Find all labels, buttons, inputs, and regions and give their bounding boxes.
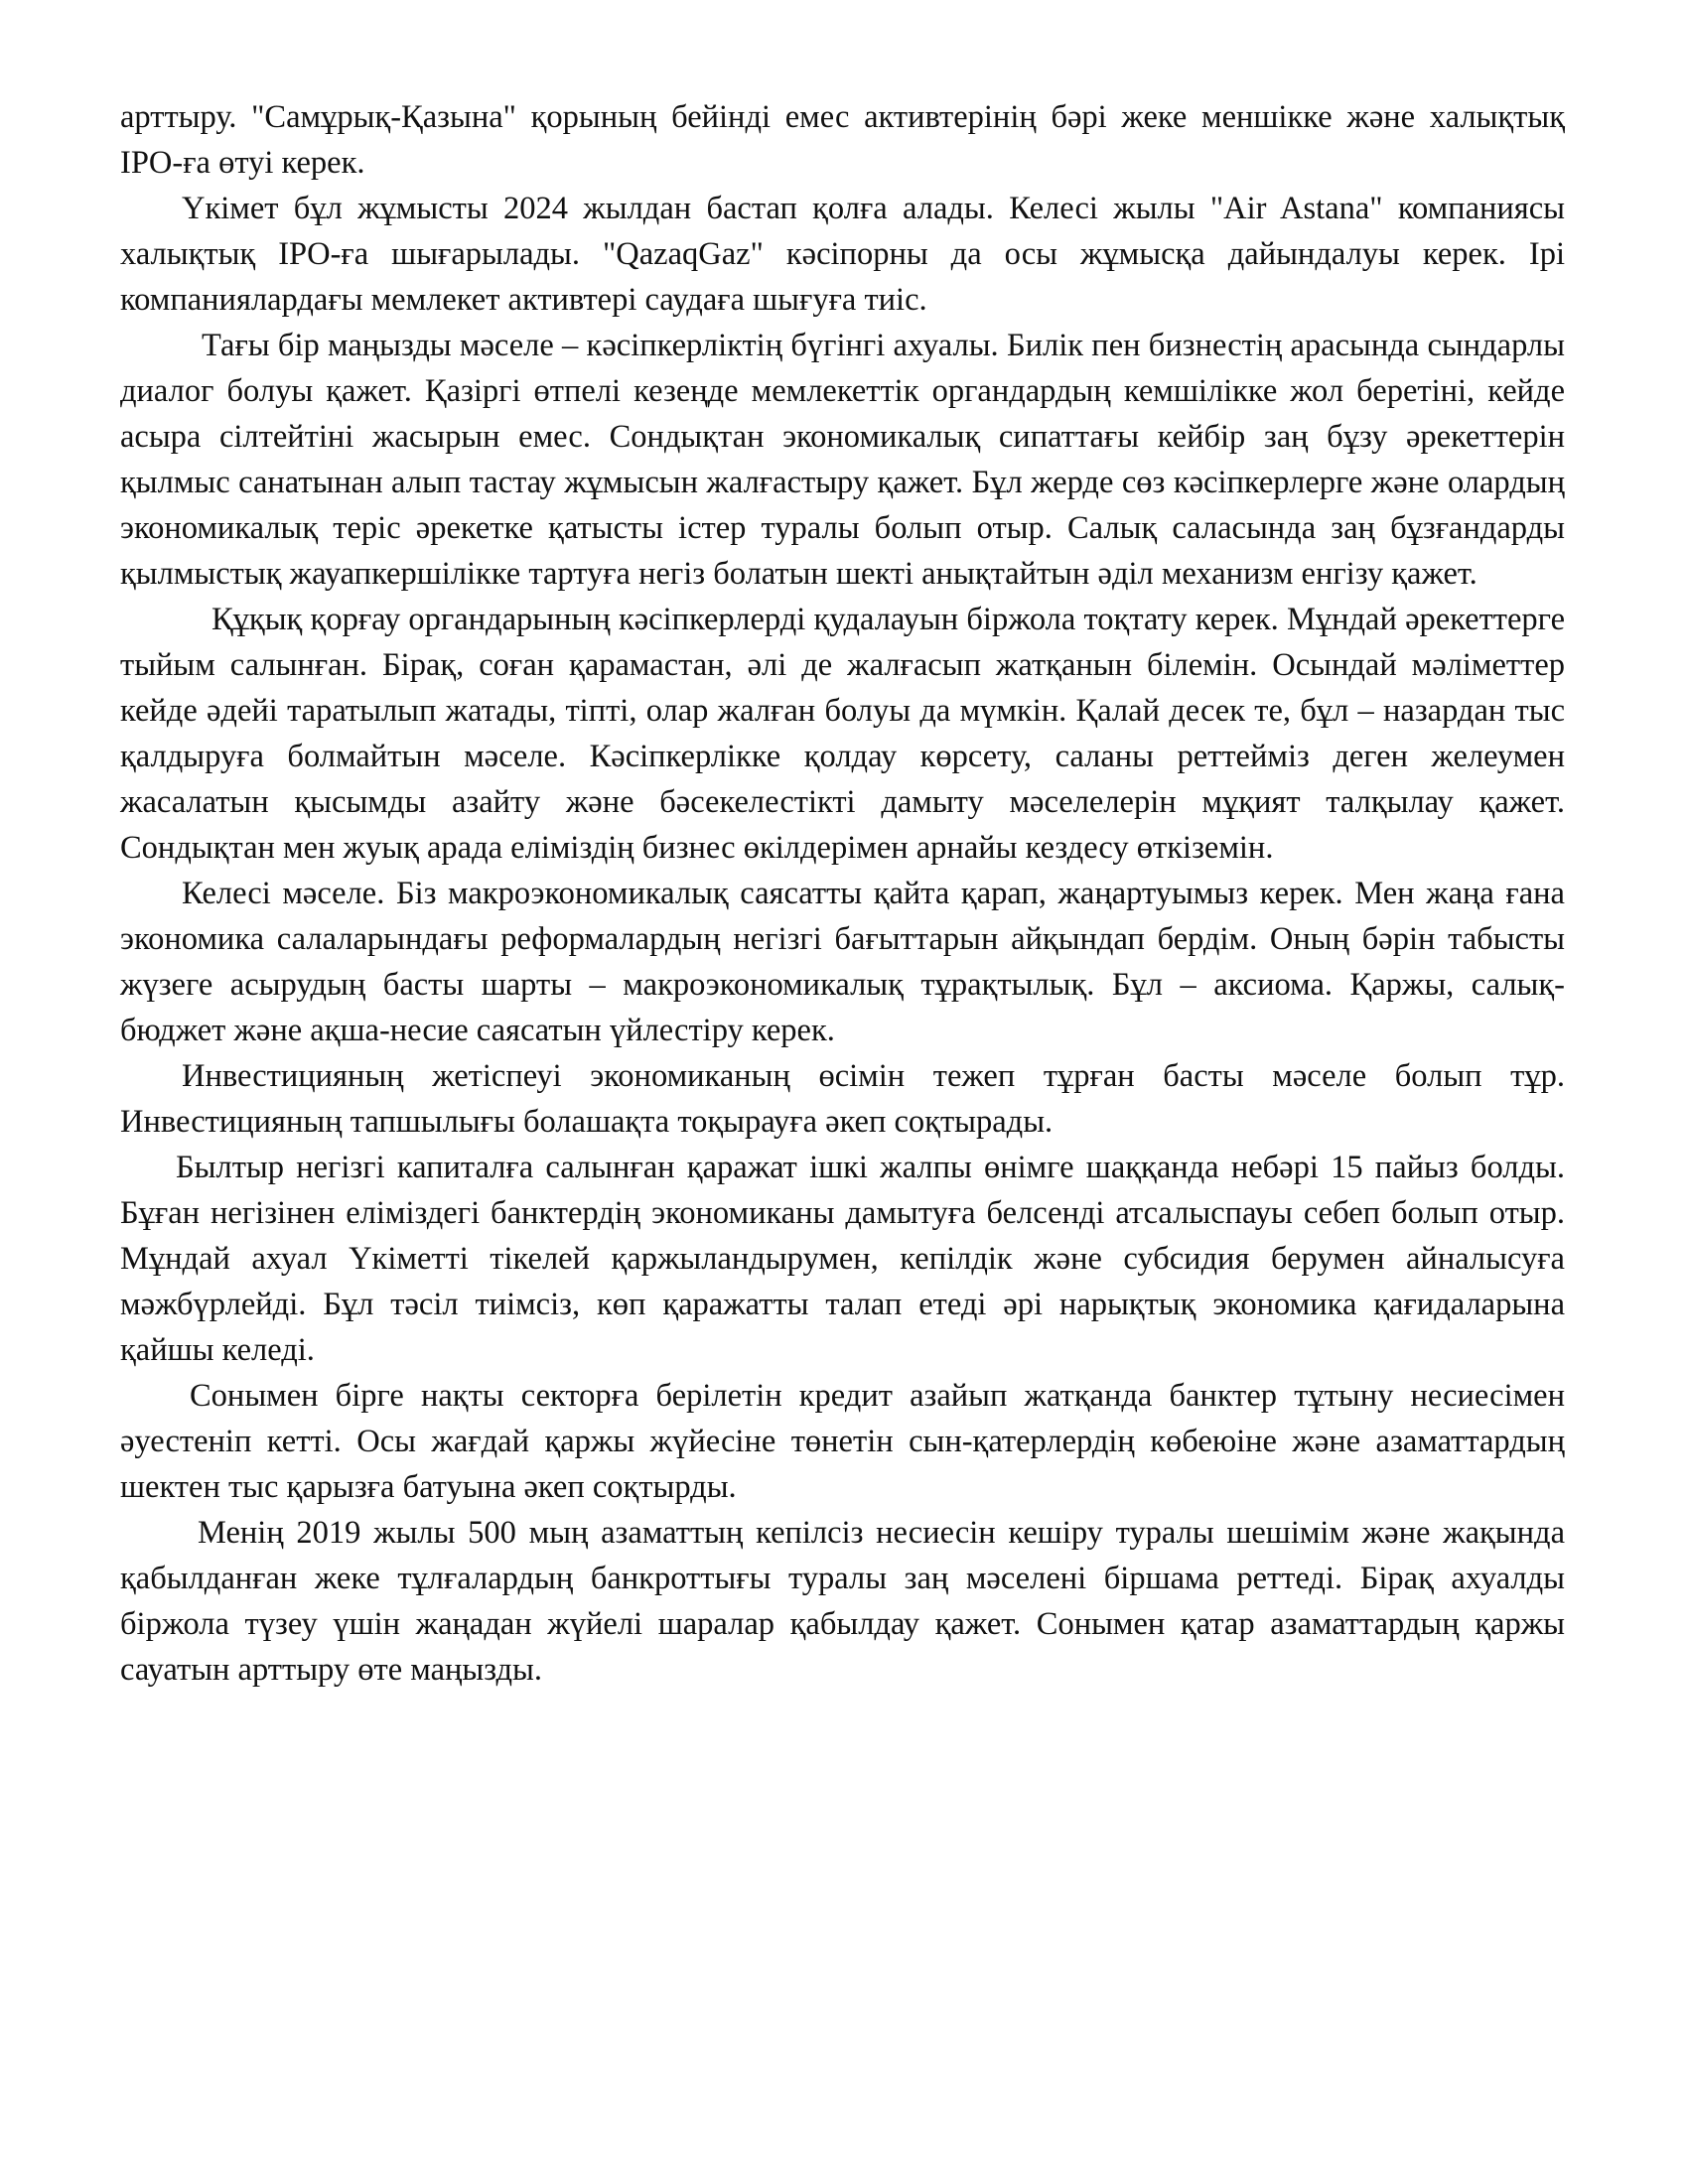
document-page <box>120 94 1565 1693</box>
paragraph-ipo-continuation: арттыру. "Самұрық-Қазына" қорының бейінді емес активтерінің бәрі жеке меншікке және халықтық IPO-ға өтуі керек. <box>120 99 1565 181</box>
paragraph-investment-shortage: Инвестицияның жетіспеуі экономиканың өсімін тежеп тұрған басты мәселе болып тұр. Инвестицияның тапшылығы болашақта тоқырауға әкеп соқтырады. <box>120 1058 1565 1140</box>
paragraph-entrepreneurship: Тағы бір маңызды мәселе – кәсіпкерліктің бүгінгі ахуалы. Билік пен бизнестің арасында сындарлы диалог болуы қажет. Қазіргі өтпелі кезеңде мемлекеттік органдардың кемшілікке жол беретіні, кейде асыра сілтейтіні жасырын емес. Сондықтан экономикалық сипаттағы кейбір заң бұзу әрекеттерін қылмыс санатынан алып тастау жұмысын жалғастыру қажет. Бұл жерде сөз кәсіпкерлерге және олардың экономикалық теріс әрекетке қатысты істер туралы болып отыр. Салық саласында заң бұзғандарды қылмыстық жауапкершілікке тартуға негіз болатын шекті анықтайтын әділ механизм енгізу қажет. <box>120 328 1565 592</box>
paragraph-government-2024: Үкімет бұл жұмысты 2024 жылдан бастап қолға алады. Келесі жылы "Air Astana" компаниясы халықтық IPO-ға шығарылады. "QazaqGaz" кәсіпорны да осы жұмысқа дайындалуы керек. Ірі компаниялардағы мемлекет активтері саудаға шығуға тиіс. <box>120 191 1565 318</box>
paragraph-consumer-credit: Сонымен бірге нақты секторға берілетін кредит азайып жатқанда банктер тұтыну несиесімен әуестеніп кетті. Осы жағдай қаржы жүйесіне төнетін сын-қатерлердің көбеюіне және азаматтардың шектен тыс қарызға батуына әкеп соқтырды. <box>120 1378 1565 1505</box>
paragraph-law-enforcement: Құқық қорғау органдарының кәсіпкерлерді қудалауын біржола тоқтату керек. Мұндай әрекеттерге тыйым салынған. Бірақ, соған қарамастан, әлі де жалғасып жатқанын білемін. Осындай мәліметтер кейде әдейі таратылып жатады, тіпті, олар жалған болуы да мүмкін. Қалай десек те, бұл – назардан тыс қалдыруға болмайтын мәселе. Кәсіпкерлікке қолдау көрсету, саланы реттейміз деген желеумен жасалатын қысымды азайту және бәсекелестікті дамыту мәселелерін мұқият талқылау қажет. Сондықтан мен жуық арада еліміздің бизнес өкілдерімен арнайы кездесу өткіземін. <box>120 602 1565 866</box>
paragraph-debt-relief: Менің 2019 жылы 500 мың азаматтың кепілсіз несиесін кешіру туралы шешімім және жақында қабылданған жеке тұлғалардың банкроттығы туралы заң мәселені біршама реттеді. Бірақ ахуалды біржола түзеу үшін жаңадан жүйелі шаралар қабылдау қажет. Сонымен қатар азаматтардың қаржы сауатын арттыру өте маңызды. <box>120 1515 1565 1688</box>
paragraph-fixed-capital: Былтыр негізгі капиталға салынған қаражат ішкі жалпы өнімге шаққанда небәрі 15 пайыз болды. Бұған негізінен еліміздегі банктердің экономиканы дамытуға белсенді атсалыспауы себеп болып отыр. Мұндай ахуал Үкіметті тікелей қаржыландырумен, кепілдік және субсидия берумен айналысуға мәжбүрлейді. Бұл тәсіл тиімсіз, көп қаражатты талап етеді әрі нарықтық экономика қағидаларына қайшы келеді. <box>120 1150 1565 1368</box>
paragraph-macroeconomic-policy: Келесі мәселе. Біз макроэкономикалық саясатты қайта қарап, жаңартуымыз керек. Мен жаңа ғана экономика салаларындағы реформалардың негізгі бағыттарын айқындап бердім. Оның бәрін табысты жүзеге асырудың басты шарты – макроэкономикалық тұрақтылық. Бұл – аксиома. Қаржы, салық-бюджет және ақша-несие саясатын үйлестіру керек. <box>120 876 1565 1048</box>
